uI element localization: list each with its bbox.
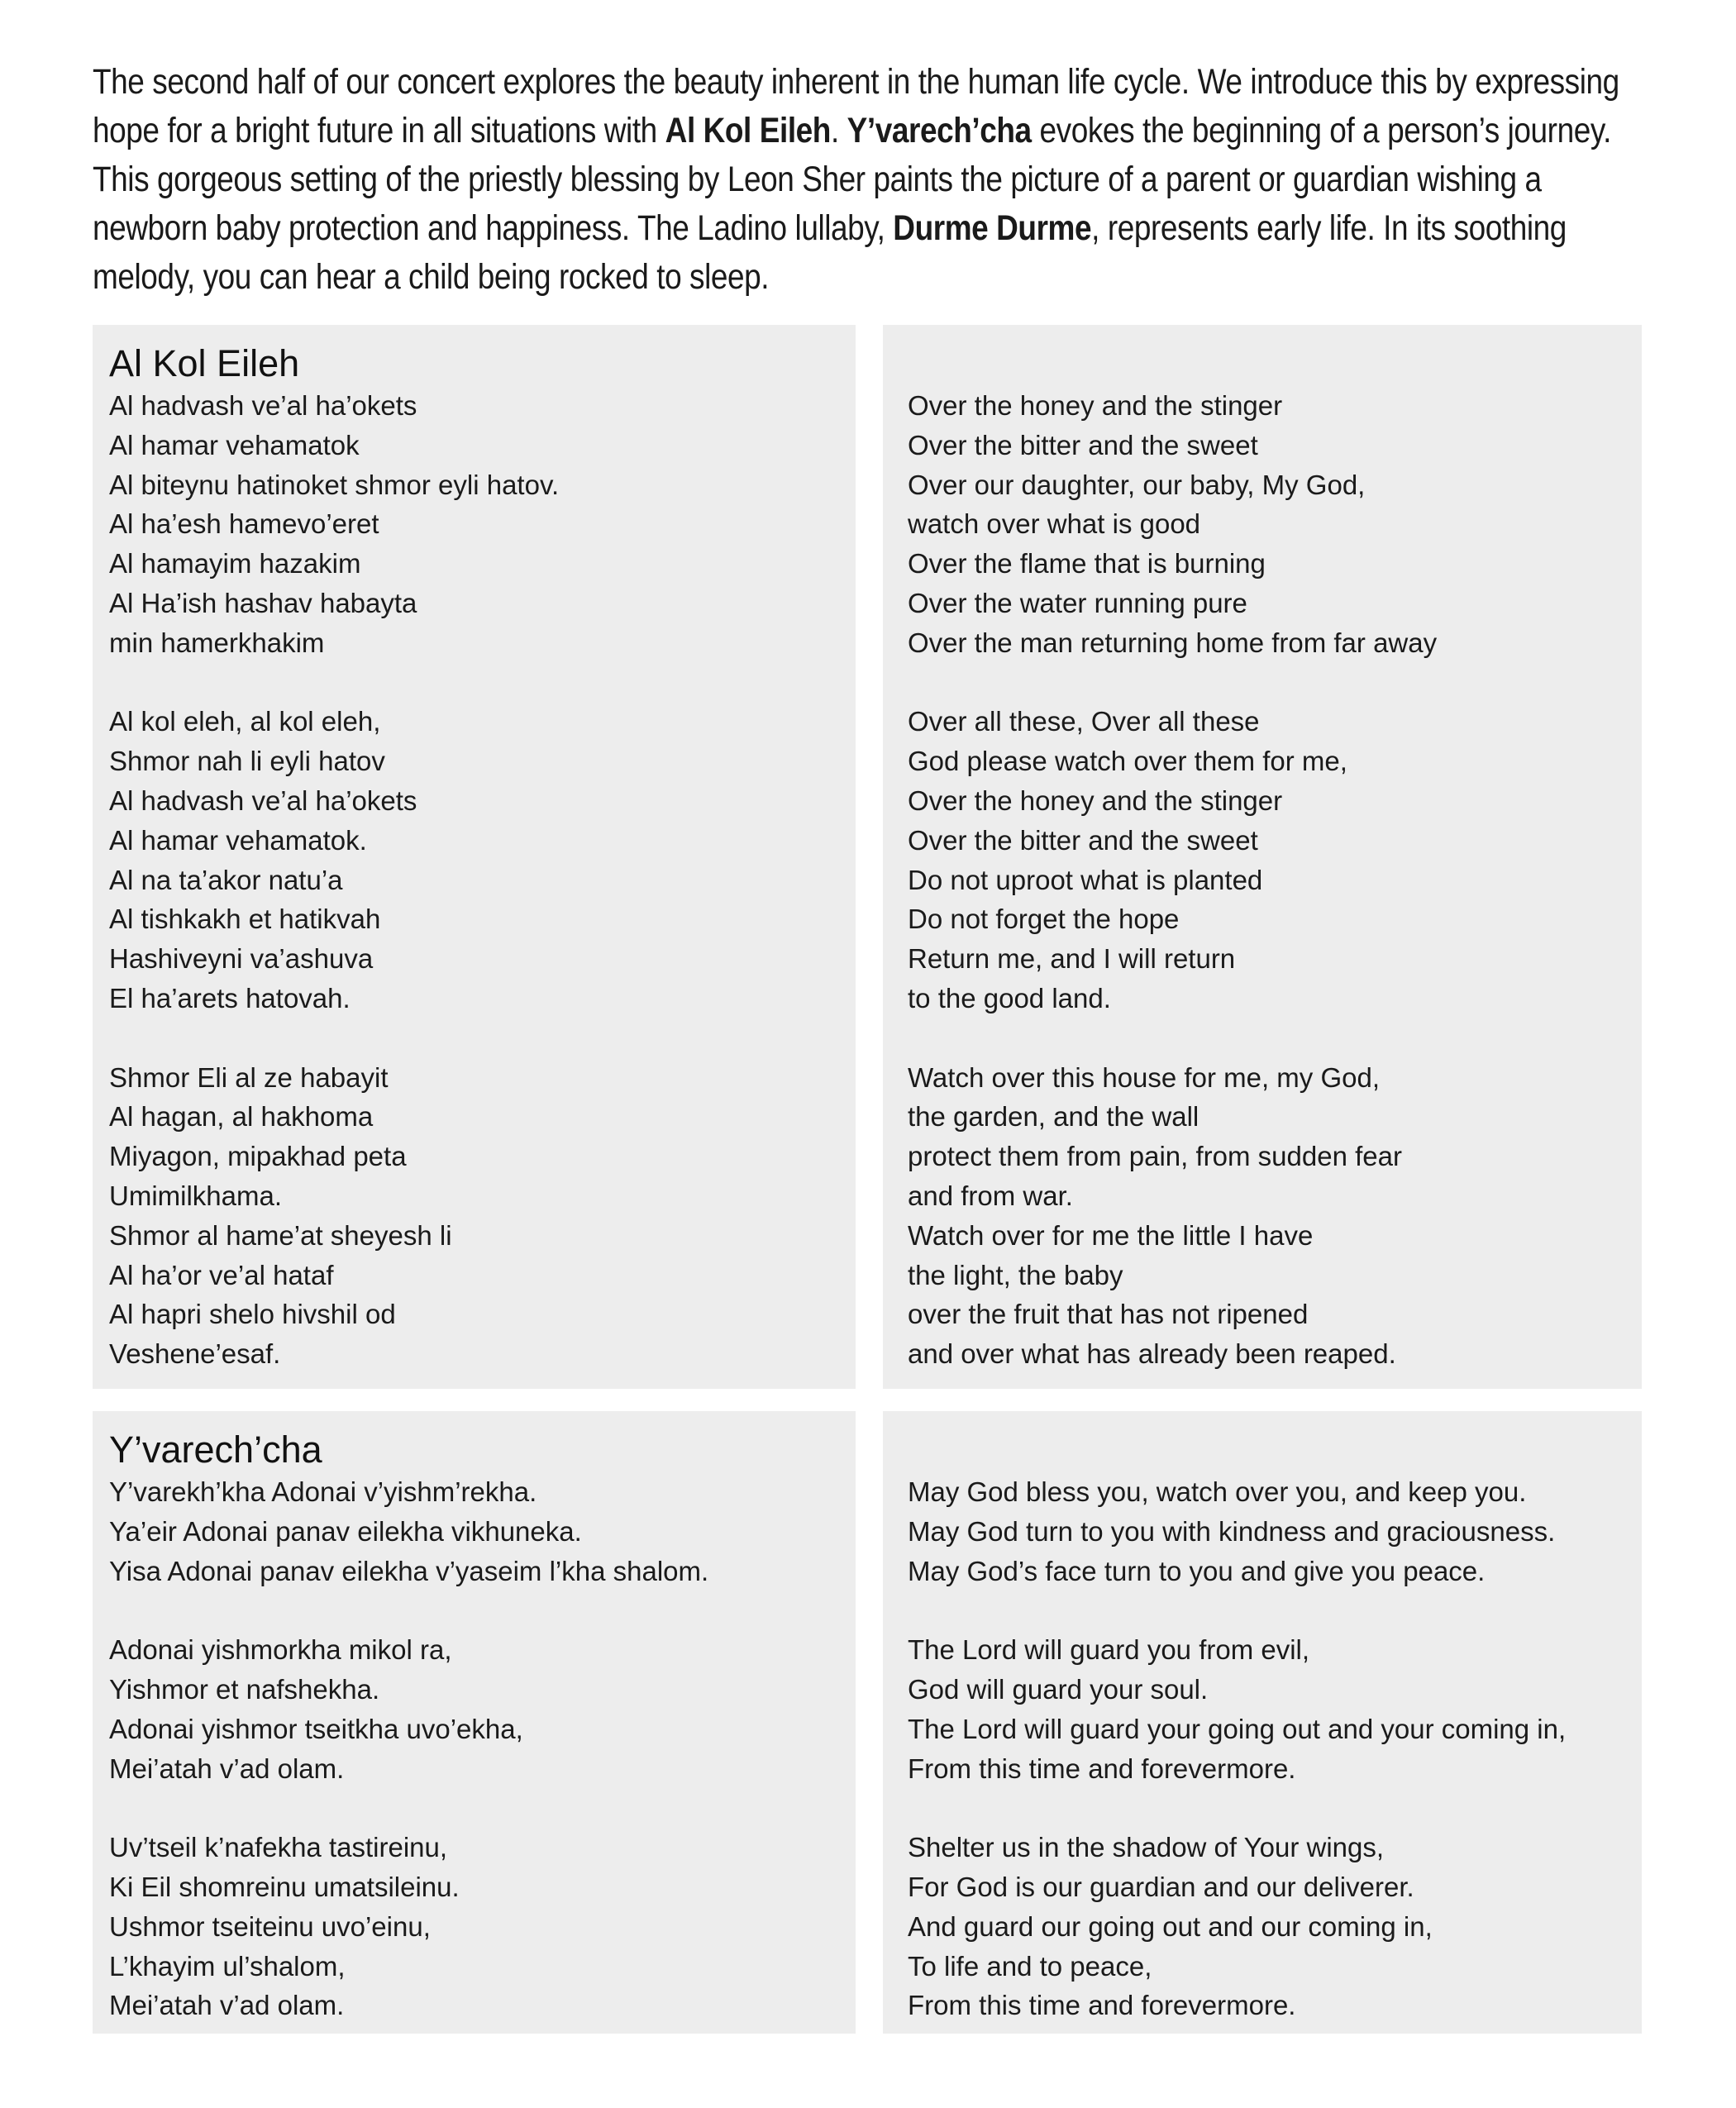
lyric-line: to the good land. (908, 982, 1111, 1013)
lyric-line: Yisa Adonai panav eilekha v’yaseim l’kha shalom. (109, 1555, 709, 1586)
lyric-line: To life and to peace, (908, 1950, 1152, 1982)
lyric-line: min hamerkhakim (109, 627, 325, 658)
lyric-line: Shelter us in the shadow of Your wings, (908, 1832, 1385, 1863)
lyric-line: Ushmor tseiteinu uvo’einu, (109, 1910, 431, 1942)
lyric-line: From this time and forevermore. (908, 1753, 1296, 1784)
lyric-line: Shmor al hame’at sheyesh li (109, 1219, 452, 1251)
lyric-line: Ya’eir Adonai panav eilekha vikhuneka. (109, 1515, 582, 1547)
lyric-line: protect them from pain, from sudden fear (908, 1141, 1402, 1172)
lyric-line: Al hamar vehamatok. (109, 824, 367, 856)
lyric-line: Watch over for me the little I have (908, 1219, 1314, 1251)
lyric-line: Shmor Eli al ze habayit (109, 1061, 389, 1093)
stanza-break (109, 1018, 856, 1058)
song-original-panel (93, 1411, 856, 2034)
song-title: Y’varech’cha (109, 1428, 322, 1471)
lyric-line: Umimilkhama. (109, 1180, 283, 1211)
lyric-line: El ha’arets hatovah. (109, 982, 351, 1013)
lyric-line: Over the honey and the stinger (908, 785, 1283, 816)
stanza-break (908, 1788, 1642, 1828)
stanza-break (908, 663, 1642, 703)
lyric-line: Over the honey and the stinger (908, 390, 1283, 421)
lyric-line: The Lord will guard your going out and your coming in, (908, 1713, 1567, 1744)
lyric-line: watch over what is good (908, 508, 1201, 540)
song-title: Al Kol Eileh (109, 342, 300, 384)
lyric-line: Uv’tseil k’nafekha tastireinu, (109, 1832, 448, 1863)
lyric-line: Al ha’esh hamevo’eret (109, 508, 379, 540)
intro-text-2: . (830, 111, 847, 150)
lyric-line: Over the bitter and the sweet (908, 429, 1258, 460)
lyric-line: God will guard your soul. (908, 1673, 1209, 1705)
lyric-line: Over the water running pure (908, 587, 1247, 618)
lyric-line: Y’varekh’kha Adonai v’yishm’rekha. (109, 1476, 537, 1507)
lyric-line: L’khayim ul’shalom, (109, 1950, 346, 1982)
lyric-line: Al hadvash ve’al ha’okets (109, 785, 417, 816)
lyric-line: and from war. (908, 1180, 1073, 1211)
song-translation-panel (883, 1411, 1642, 2034)
lyric-line: Veshene’esaf. (109, 1338, 281, 1370)
lyric-line: Do not forget the hope (908, 904, 1180, 935)
title-spacer (908, 1428, 1642, 1472)
lyric-line: Over the man returning home from far away (908, 627, 1438, 658)
intro-text-4: , represents early life. In its soothing melody, you can hear a child being rocked to sleep. (93, 208, 1567, 297)
translation-list (908, 1472, 1642, 2025)
lyric-line: Al Ha’ish hashav habayta (109, 587, 417, 618)
lyric-line: Al hadvash ve’al ha’okets (109, 390, 417, 421)
stanza-break (908, 1591, 1642, 1630)
lyric-line: Ki Eil shomreinu umatsileinu. (109, 1871, 460, 1902)
lyric-line: Al hapri shelo hivshil od (109, 1299, 396, 1330)
lyric-line: Watch over this house for me, my God, (908, 1061, 1380, 1093)
lyric-line: Al hagan, al hakhoma (109, 1101, 374, 1133)
lyric-line: Al hamar vehamatok (109, 429, 360, 460)
lyric-line: the garden, and the wall (908, 1101, 1199, 1133)
intro-text-1: The second half of our concert explores the beauty inherent in the human life cycle. We introduce this by expressing hope for a bright future in all situations with (93, 62, 1619, 150)
intro-song-title-3: Durme Durme (893, 208, 1092, 248)
lyric-line: The Lord will guard you from evil, (908, 1634, 1310, 1666)
lyric-line: From this time and forevermore. (908, 1990, 1296, 2021)
lyric-line: May God’s face turn to you and give you peace. (908, 1555, 1486, 1586)
song-translation-panel (883, 325, 1642, 1389)
lyric-line: Over the bitter and the sweet (908, 824, 1258, 856)
lyric-line: Mei’atah v’ad olam. (109, 1990, 345, 2021)
intro-song-title-1: Al Kol Eileh (665, 111, 831, 150)
lyric-line: May God turn to you with kindness and graciousness. (908, 1515, 1556, 1547)
intro-song-title-2: Y’varech’cha (847, 111, 1032, 150)
lyric-line: And guard our going out and our coming in, (908, 1910, 1433, 1942)
stanza-break (109, 1788, 856, 1828)
lyric-line: God please watch over them for me, (908, 746, 1347, 777)
lyrics-list (109, 1472, 856, 2025)
lyric-line: Miyagon, mipakhad peta (109, 1141, 407, 1172)
lyric-line: Adonai yishmorkha mikol ra, (109, 1634, 452, 1666)
lyric-line: Over all these, Over all these (908, 706, 1260, 737)
lyric-line: Al tishkakh et hatikvah (109, 904, 381, 935)
translation-list (908, 386, 1642, 1374)
lyric-line: and over what has already been reaped. (908, 1338, 1396, 1370)
lyric-line: May God bless you, watch over you, and keep you. (908, 1476, 1527, 1507)
lyric-line: Shmor nah li eyli hatov (109, 746, 385, 777)
lyric-line: Do not uproot what is planted (908, 864, 1263, 895)
lyric-line: Al na ta’akor natu’a (109, 864, 343, 895)
lyric-line: Hashiveyni va’ashuva (109, 943, 374, 975)
lyric-line: Al biteynu hatinoket shmor eyli hatov. (109, 469, 560, 500)
lyric-line: Adonai yishmor tseitkha uvo’ekha, (109, 1713, 523, 1744)
stanza-break (908, 1018, 1642, 1058)
stanza-break (109, 663, 856, 703)
lyric-line: Mei’atah v’ad olam. (109, 1753, 345, 1784)
title-spacer (908, 341, 1642, 386)
lyric-line: Al kol eleh, al kol eleh, (109, 706, 381, 737)
lyric-line: For God is our guardian and our deliverer. (908, 1871, 1414, 1902)
intro-paragraph (93, 58, 1647, 302)
lyrics-list (109, 386, 856, 1374)
lyric-line: over the fruit that has not ripened (908, 1299, 1309, 1330)
stanza-break (109, 1591, 856, 1630)
song-original-panel (93, 325, 856, 1389)
lyric-line: Al hamayim hazakim (109, 548, 361, 579)
lyric-line: Over our daughter, our baby, My God, (908, 469, 1366, 500)
intro-text-3: evokes the beginning of a person’s journey. This gorgeous setting of the priestly blessing by Leon Sher paints the picture of a parent or guardian wishing a newborn baby protection and happiness. The Ladino lullaby, (93, 111, 1612, 248)
lyric-line: Al ha’or ve’al hataf (109, 1259, 334, 1290)
lyric-line: the light, the baby (908, 1259, 1123, 1290)
lyric-line: Yishmor et nafshekha. (109, 1673, 380, 1705)
lyric-line: Return me, and I will return (908, 943, 1236, 975)
lyric-line: Over the flame that is burning (908, 548, 1266, 579)
